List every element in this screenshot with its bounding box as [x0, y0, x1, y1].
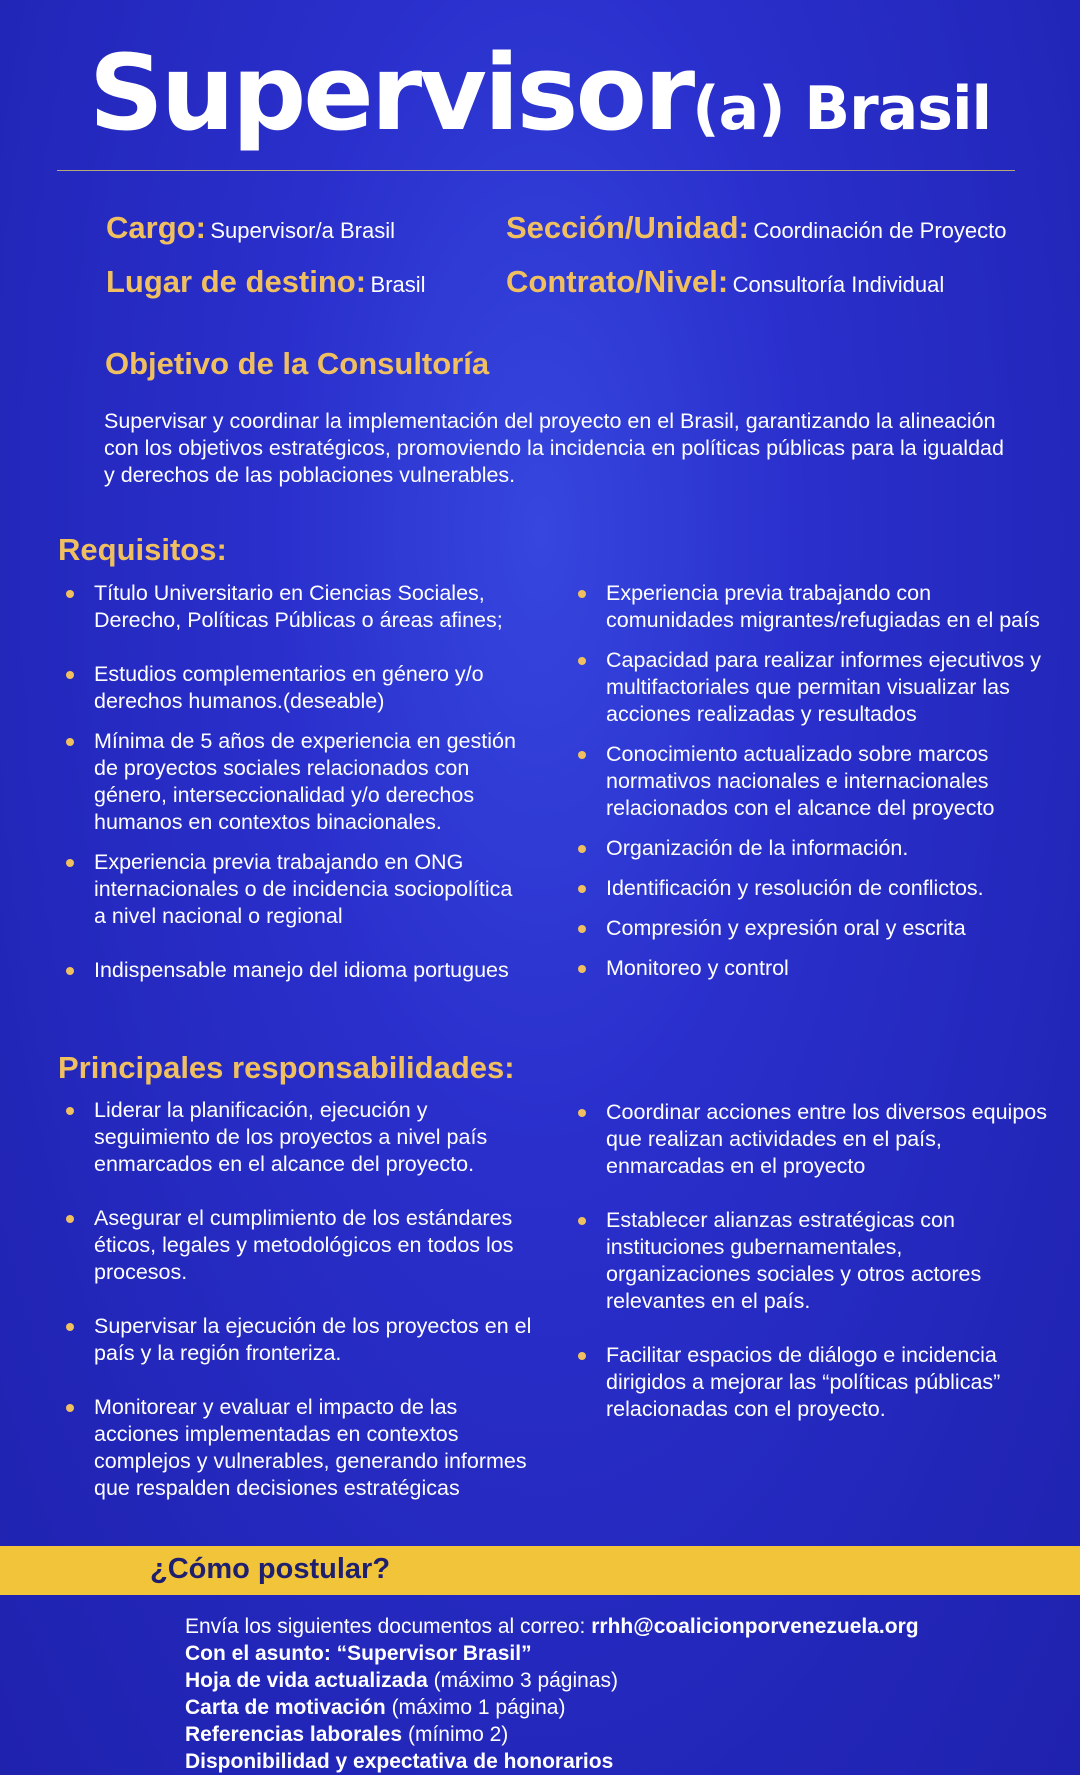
- responsabilidades-left-list: [60, 1097, 540, 1502]
- objetivo-line: Supervisar y coordinar la implementación del proyecto en el Brasil, garantizando la alineación: [104, 409, 996, 433]
- objetivo-paragraph: [104, 408, 1004, 489]
- meta-seccion-key: Sección/Unidad:: [506, 210, 749, 245]
- bullet-icon: [66, 1107, 74, 1115]
- title-divider: [57, 170, 1015, 171]
- postular-band: [0, 1546, 1080, 1595]
- bullet-icon: [578, 657, 586, 665]
- list-item: Facilitar espacios de diálogo e incidencia dirigidos a mejorar las “políticas públicas” relacionadas con el proyecto.: [572, 1342, 1077, 1423]
- list-item: Mínima de 5 años de experiencia en gestión de proyectos sociales relacionados con género, interseccionalidad y/o derechos humanos en contextos binacionales.: [60, 728, 530, 836]
- list-item: Liderar la planificación, ejecución y seguimiento de los proyectos a nivel país enmarcados en el alcance del proyecto.: [60, 1097, 540, 1178]
- bullet-icon: [66, 1404, 74, 1412]
- objetivo-line: y derechos de las poblaciones vulnerables.: [104, 463, 516, 487]
- postular-carta: Carta de motivación (máximo 1 página): [185, 1696, 566, 1719]
- responsabilidades-right-list: [572, 1099, 1077, 1423]
- postular-hoja: Hoja de vida actualizada (máximo 3 páginas): [185, 1669, 619, 1692]
- meta-lugar: [106, 264, 426, 300]
- list-item: Monitorear y evaluar el impacto de las acciones implementadas en contextos complejos y vulnerables, generando informes que respalden decisiones estratégicas: [60, 1394, 540, 1502]
- requisitos-left-list: [60, 580, 530, 984]
- meta-lugar-key: Lugar de destino:: [106, 264, 367, 299]
- bullet-icon: [578, 925, 586, 933]
- list-item: Identificación y resolución de conflictos.: [572, 875, 1072, 902]
- page-title: [0, 32, 1080, 154]
- meta-cargo-value: Supervisor/a Brasil: [210, 218, 395, 243]
- bullet-icon: [578, 751, 586, 759]
- list-item: Experiencia previa trabajando en ONG internacionales o de incidencia sociopolítica a nivel nacional o regional: [60, 849, 530, 930]
- bullet-icon: [66, 1323, 74, 1331]
- list-item: Organización de la información.: [572, 835, 1072, 862]
- title-suffix: (a) Brasil: [692, 74, 992, 144]
- postular-instructions: [185, 1613, 919, 1775]
- bullet-icon: [578, 845, 586, 853]
- list-item: Asegurar el cumplimiento de los estándares éticos, legales y metodológicos en todos los procesos.: [60, 1205, 540, 1286]
- postular-intro-line: [185, 1613, 919, 1640]
- list-item: Conocimiento actualizado sobre marcos normativos nacionales e internacionales relacionados con el alcance del proyecto: [572, 741, 1072, 822]
- meta-contrato: [506, 264, 944, 300]
- meta-contrato-value: Consultoría Individual: [732, 272, 945, 297]
- meta-seccion-value: Coordinación de Proyecto: [753, 218, 1007, 243]
- bullet-icon: [578, 965, 586, 973]
- meta-cargo-key: Cargo:: [106, 210, 206, 245]
- bullet-icon: [578, 1217, 586, 1225]
- postular-asunto: Con el asunto: “Supervisor Brasil”: [185, 1642, 532, 1665]
- list-item: Indispensable manejo del idioma portugues: [60, 957, 530, 984]
- title-main: Supervisor: [88, 32, 693, 154]
- postular-intro: Envía los siguientes documentos al correo:: [185, 1615, 592, 1638]
- list-item: Estudios complementarios en género y/o derechos humanos.(deseable): [60, 661, 530, 715]
- list-item: Capacidad para realizar informes ejecutivos y multifactoriales que permitan visualizar las acciones realizadas y resultados: [572, 647, 1072, 728]
- meta-cargo: [106, 210, 395, 246]
- meta-seccion: [506, 210, 1006, 246]
- meta-lugar-value: Brasil: [370, 272, 426, 297]
- bullet-icon: [66, 738, 74, 746]
- bullet-icon: [66, 859, 74, 867]
- objetivo-line: con los objetivos estratégicos, promoviendo la incidencia en políticas públicas para la igualdad: [104, 436, 1004, 460]
- postular-referencias: Referencias laborales (mínimo 2): [185, 1723, 509, 1746]
- list-item: Experiencia previa trabajando con comunidades migrantes/refugiadas en el país: [572, 580, 1072, 634]
- bullet-icon: [578, 1352, 586, 1360]
- bullet-icon: [66, 1215, 74, 1223]
- responsabilidades-heading: Principales responsabilidades:: [58, 1050, 515, 1085]
- bullet-icon: [66, 590, 74, 598]
- list-item: Monitoreo y control: [572, 955, 1072, 982]
- bullet-icon: [578, 885, 586, 893]
- objetivo-heading: Objetivo de la Consultoría: [105, 346, 490, 381]
- postular-heading: ¿Cómo postular?: [150, 1553, 391, 1585]
- bullet-icon: [66, 671, 74, 679]
- meta-contrato-key: Contrato/Nivel:: [506, 264, 729, 299]
- list-item: Establecer alianzas estratégicas con instituciones gubernamentales, organizaciones sociales y otros actores relevantes en el país.: [572, 1207, 1077, 1315]
- list-item: Coordinar acciones entre los diversos equipos que realizan actividades en el país, enmarcadas en el proyecto: [572, 1099, 1077, 1180]
- requisitos-right-list: [572, 580, 1072, 982]
- list-item: Compresión y expresión oral y escrita: [572, 915, 1072, 942]
- bullet-icon: [578, 590, 586, 598]
- list-item: Supervisar la ejecución de los proyectos en el país y la región fronteriza.: [60, 1313, 540, 1367]
- postular-email-link[interactable]: rrhh@coalicionporvenezuela.org: [591, 1615, 919, 1638]
- bullet-icon: [66, 967, 74, 975]
- bullet-icon: [578, 1109, 586, 1117]
- requisitos-heading: Requisitos:: [58, 532, 227, 567]
- list-item: Título Universitario en Ciencias Sociales, Derecho, Políticas Públicas o áreas afines;: [60, 580, 530, 634]
- postular-disponibilidad: Disponibilidad y expectativa de honorarios: [185, 1750, 614, 1773]
